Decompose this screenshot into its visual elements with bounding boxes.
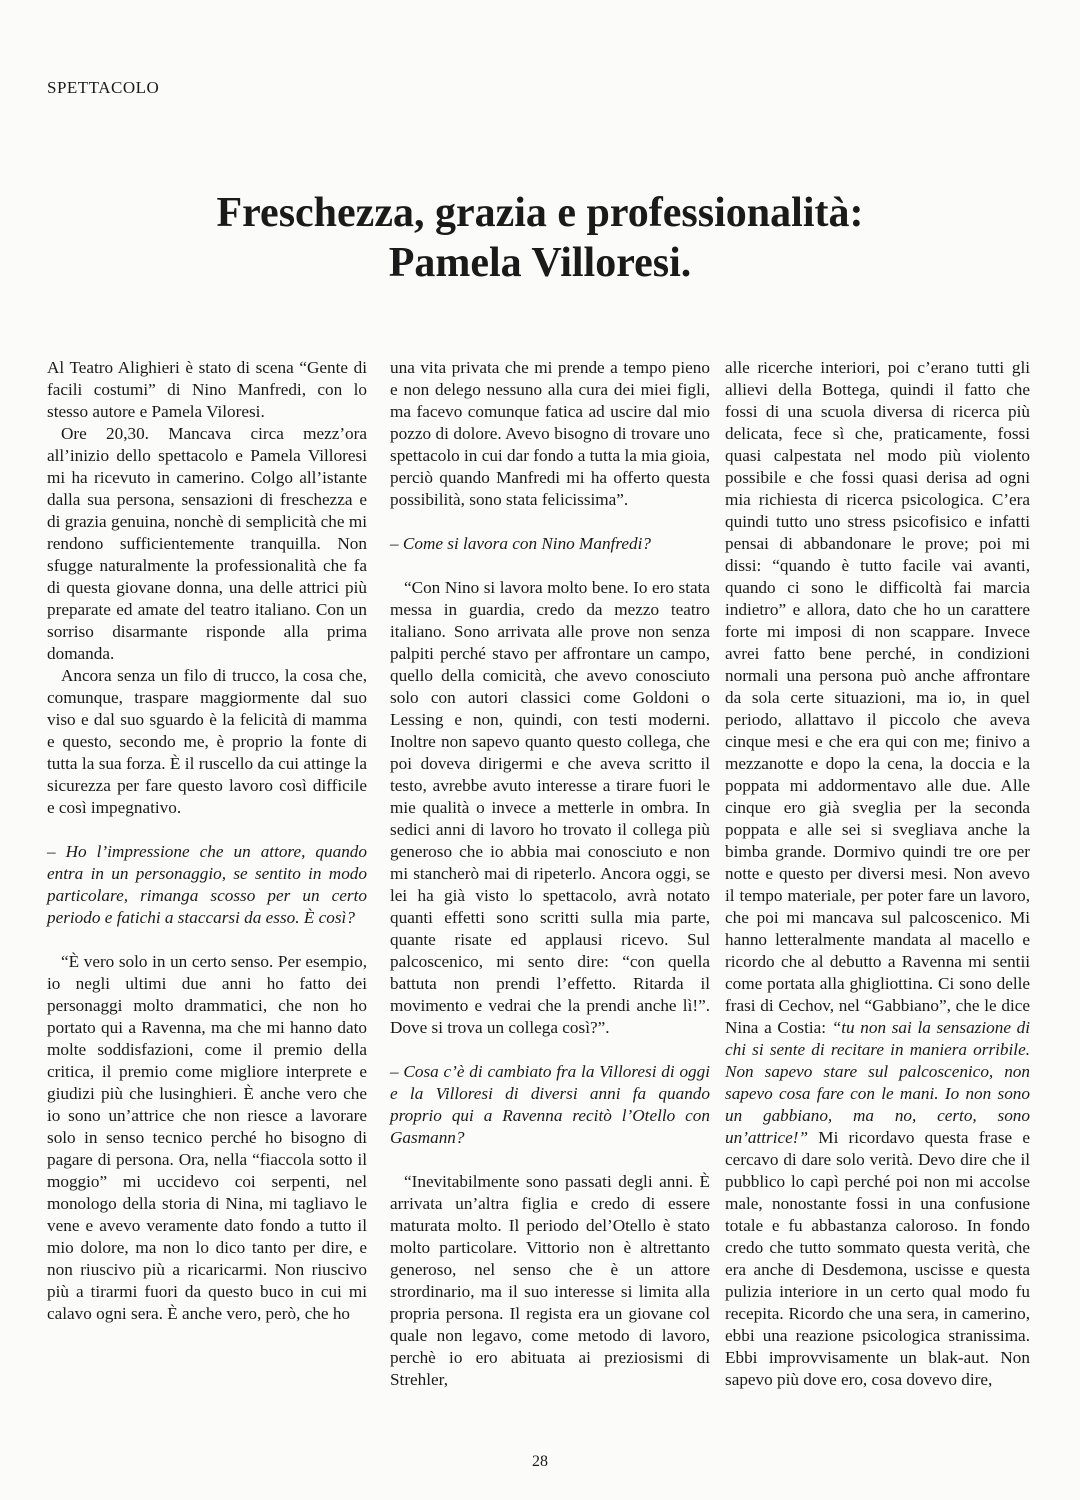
interview-question: – Come si lavora con Nino Manfredi? — [390, 534, 651, 553]
paragraph: “Con Nino si lavora molto bene. Io ero stata messa in guardia, credo da mezzo teatro italiano. Sono arrivata alle prove non senza palpiti perché stavo per affrontare un campo, quello della comicità, che avevo conosciuto solo con autori classici come Goldoni o Lessing e non, quindi, con testi moderni. Inoltre non sapevo quanto questo collega, che poi doveva dirigermi e che aveva scritto il testo, avrebbe avuto interesse a tirare fuori le mie qualità o invece a metterle in ombra. In sedici anni di lavoro ho trovato il collega più generoso che io abbia mai conosciuto e non mi stancherò mai di ripeterlo. Ancora oggi, se lei ha già visto lo spettacolo, avrà notato quanti effetti sono scritti sulla mia parte, quante risate ed applausi ricevo. Sul palcoscenico, mi sento dire: “con quella battuta non prendi l’effetto. Ritarda il movimento e vedrai che la prendi anche lì!”. Dove si trova un collega così?”. — [390, 578, 710, 1037]
paragraph: Al Teatro Alighieri è stato di scena “Gente di facili costumi” di Nino Manfredi, con lo stesso autore e Pamela Viloresi. — [47, 358, 367, 421]
section-label: SPETTACOLO — [47, 78, 160, 97]
paragraph — [725, 357, 1030, 1391]
paragraph-text: Mi ricordavo questa frase e cercavo di dare solo verità. Devo dire che il pubblico lo capì perché poi non mi accolse male, nonostante fossi in una confusione totale e fu abbastanza caloroso. In fondo credo che tutto sommato questa verità, che era anche di Desdemona, uscisse e questa pulizia interiore in un certo qual modo fu recepita. Ricordo che una sera, in camerino, ebbi una reazione psicologica stranissima. Ebbi improvvisamente un blak-aut. Non sapevo più dove ero, cosa dovevo dire, — [725, 1128, 1030, 1389]
text-column-2 — [390, 357, 710, 1391]
text-column-3 — [725, 357, 1030, 1391]
quoted-passage: “tu non sai la sensazione di chi si sente di recitare in maniera orribile. Non sapevo stare sul palcoscenico, non sapevo cosa fare con le mani. Io non sono un gabbiano, ma no, certo, sono un’attrice!” — [725, 1018, 1030, 1147]
paragraph: “Inevitabilmente sono passati degli anni. È arrivata un’altra figlia e credo di essere maturata molto. Il periodo del’Otello è stato molto particolare. Vittorio non è altrettanto generoso, nel senso che è un attore strordinario, ma il suo interesse si limita alla propria persona. Il regista era un giovane col quale non legavo, come metodo di lavoro, perchè io ero abituata ai preziosismi di Strehler, — [390, 1172, 710, 1389]
article-title — [0, 188, 1080, 289]
paragraph-text: alle ricerche interiori, poi c’erano tutti gli allievi della Bottega, quindi il fatto che fossi di una scuola diversa di ricerca più delicata, fece sì che, praticamente, fossi quasi calpestata nel modo più violento possibile e che fossi quasi derisa ad ogni mia richiesta di ricerca psicologica. C’era quindi tutto uno stress psicofisico e infatti pensai di abbandonare le prove; poi mi dissi: “quando è tutto facile vai avanti, quando ci sono le difficoltà fai marcia indietro” e allora, dato che ho un carattere forte mi imposi di non scappare. Invece avrei fatto bene perché, in condizioni normali una persona può anche affrontare da sola certe situazioni, ma io, in quel periodo, allattavo il piccolo che aveva cinque mesi e che era qui con me; finivo a mezzanotte e dopo la cena, la doccia e la poppata mi addormentavo alle due. Alle cinque ero già sveglia per la seconda poppata e alle sei si svegliava anche la bimba grande. Dormivo quindi tre ore per notte e questo per diversi mesi. Non avevo il tempo materiale, per poter fare un lavoro, che poi mi mancava sul palcoscenico. Mi hanno letteralmente mandata al macello e ricordo che al debutto a Ravenna mi sentii come portata alla ghigliottina. Ci sono delle frasi di Cechov, nel “Gabbiano”, che le dice Nina a Costia: — [725, 358, 1030, 1037]
paragraph: “È vero solo in un certo senso. Per esempio, io negli ultimi due anni ho fatto dei personaggi molto drammatici, che non ho portato qui a Ravenna, ma che mi hanno dato molte soddisfazioni, come il premio della critica, il premio come migliore interprete e giudizi più che lusinghieri. È anche vero che io sono un’attrice che non riesce a lavorare solo in senso tecnico perché ho bisogno di pagare di persona. Ora, nella “fiaccola sotto il moggio” mi uccidevo coi serpenti, nel monologo della storia di Nina, mi tagliavo le vene e avevo veramente dato fondo a tutto il mio dolore, ma non lo dico tanto per dire, e non riuscivo più a ricaricarmi. Non riuscivo più a tirarmi fuori da questo buco in cui mi calavo ogni sera. È anche vero, però, che ho — [47, 952, 367, 1323]
paragraph: una vita privata che mi prende a tempo pieno e non delego nessuno alla cura dei miei figli, ma facevo comunque fatica ad uscire dal mio pozzo di dolore. Avevo bisogno di trovare uno spettacolo in cui dar fondo a tutta la mia gioia, perciò quando Manfredi mi ha offerto questa possibilità, sono stata felicissima”. — [390, 358, 710, 509]
text-column-1 — [47, 357, 367, 1325]
paragraph: Ore 20,30. Mancava circa mezz’ora all’inizio dello spettacolo e Pamela Villoresi mi ha ricevuto in camerino. Colgo all’istante dalla sua persona, sensazioni di freschezza e di grazia genuina, nonchè di semplicità che mi rendono sufficientemente tranquilla. Non sfugge naturalmente la professionalità che fa di questa giovane donna, una delle attrici più preparate ed amate del teatro italiano. Con un sorriso disarmante risponde alla prima domanda. — [47, 424, 367, 663]
page-number: 28 — [532, 1453, 548, 1470]
interview-question: – Cosa c’è di cambiato fra la Villoresi di oggi e la Villoresi di diversi anni fa quando proprio qui a Ravenna recitò l’Otello con Gasmann? — [390, 1062, 710, 1147]
article-title-line-1: Freschezza, grazia e professionalità: — [216, 190, 864, 236]
paragraph: Ancora senza un filo di trucco, la cosa che, comunque, traspare maggiormente dal suo viso e dal suo sguardo è la felicità di mamma e questo, secondo me, è proprio la fonte di tutta la sua forza. È il ruscello da cui attinge la sicurezza per fare questo lavoro così difficile e così impegnativo. — [47, 666, 367, 817]
interview-question: – Ho l’impressione che un attore, quando entra in un personaggio, se sentito in modo particolare, rimanga scosso per un certo periodo e fatichi a staccarsi da esso. È così? — [47, 842, 367, 927]
article-title-line-2: Pamela Villoresi. — [388, 240, 692, 287]
